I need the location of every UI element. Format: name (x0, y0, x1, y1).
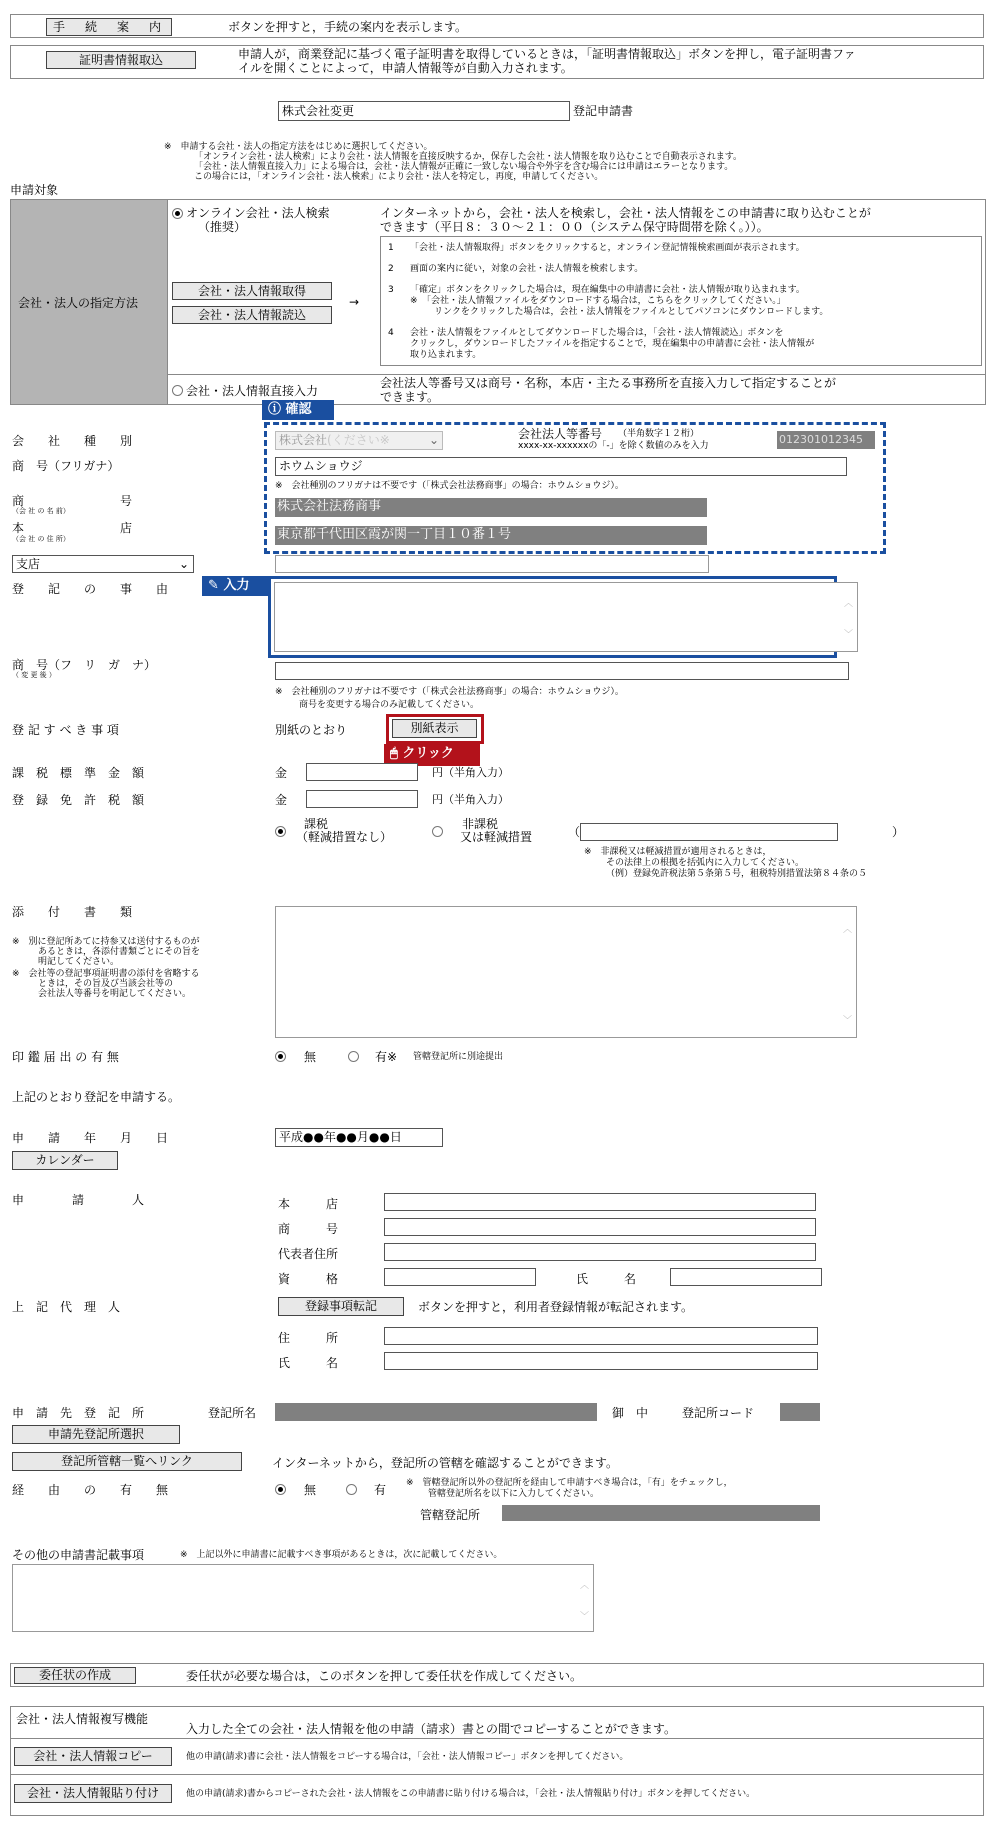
via-note-1: ※ 管轄登記所以外の登記所を経由して申請すべき場合は，「有」をチェックし， (406, 1478, 733, 1488)
new-kana-note-1: ※ 会社種別のフリガナは不要です（「株式会社法務商事」の場合：ホウムショウジ）。 (275, 687, 624, 697)
seal-yes-radio[interactable] (348, 1051, 359, 1062)
chevron-down-icon: ⌄ (428, 433, 439, 447)
other-items-textarea[interactable] (12, 1564, 594, 1632)
agent-address-label: 住 所 (278, 1331, 339, 1345)
attachments-note-2: あるときは，各添付書類ごとにその旨を (38, 947, 201, 957)
head-office-sublabel: （会 社 の 住 所） (12, 535, 70, 543)
cert-import-button[interactable]: 証明書情報取込 (46, 51, 196, 69)
cert-description-line1: 申請人が，商業登記に基づく電子証明書を取得しているときは，「証明書情報取込」ボタンを押し，電子証明書ファ (238, 47, 856, 61)
scroll-up-icon[interactable]: ︿ (844, 599, 854, 609)
copy-feature-title: 会社・法人情報複写機能 (16, 1712, 149, 1726)
office-code-label: 登記所コード (682, 1406, 755, 1420)
guide-description: ボタンを押すと，手続の案内を表示します。 (228, 20, 468, 34)
company-kind-select[interactable] (275, 431, 443, 450)
applicant-trade-name-field[interactable] (384, 1218, 816, 1236)
applicant-label: 申 請 人 (12, 1193, 145, 1207)
registration-tax-field[interactable] (306, 790, 418, 808)
calendar-button[interactable]: カレンダー (12, 1151, 118, 1170)
scroll-down-icon[interactable]: ﹀ (844, 630, 854, 640)
seal-no-label: 無 (304, 1050, 317, 1064)
office-link-description: インターネットから，登記所の管轄を確認することができます。 (272, 1456, 618, 1470)
application-statement: 上記のとおり登記を申請する。 (12, 1090, 181, 1104)
divider (11, 1774, 983, 1775)
select-office-button[interactable]: 申請先登記所選択 (12, 1425, 180, 1444)
proxy-description: 委任状が必要な場合は，このボタンを押して委任状を作成してください。 (186, 1669, 583, 1683)
applicant-rep-address-field[interactable] (384, 1243, 816, 1261)
target-label: 申請対象 (10, 183, 59, 197)
registration-reason-textarea[interactable] (274, 582, 858, 652)
transfer-registration-button[interactable]: 登録事項転記 (278, 1297, 404, 1316)
trade-name-row-label: 商 号 (278, 1222, 339, 1236)
new-kana-field[interactable] (275, 662, 849, 680)
applicant-head-office-field[interactable] (384, 1193, 816, 1211)
divider (168, 374, 985, 375)
tax-base-yen-prefix: 金 (275, 766, 288, 780)
direct-input-radio[interactable] (172, 385, 183, 396)
input-badge (202, 576, 270, 596)
corp-number-hint-format: xxxx-xx-xxxxxxの「-」を除く数値のみを入力 (518, 441, 709, 451)
application-date-field[interactable]: 平成●●年●●月●●日 (275, 1128, 443, 1147)
rep-address-row-label: 代表者住所 (278, 1247, 339, 1261)
nontaxable-label-1: 非課税 (462, 817, 499, 831)
header-note-3: 「会社・法人情報直接入力」による場合は，会社・法人情報が正確に一致しない場合や外字を含む場合には申請はエラーとなります。 (194, 162, 734, 172)
copy-feature-description: 入力した全ての会社・法人情報を他の申請（請求）書との間でコピーすることができます。 (186, 1722, 676, 1736)
agent-address-field[interactable] (384, 1327, 818, 1345)
direct-input-label: 会社・法人情報直接入力 (186, 384, 319, 398)
input-badge-label: 入力 (223, 578, 250, 593)
guide-button[interactable]: 手 続 案 内 (46, 18, 172, 36)
scrollbar[interactable] (578, 1566, 592, 1630)
trade-name-kana-label: 商 号（フリガナ） (12, 459, 120, 473)
head-office-field: 東京都千代田区霞が関一丁目１０番１号 (275, 526, 707, 545)
company-kind-value: 株式会社 (279, 433, 328, 447)
full-name-row-label: 氏 名 (576, 1272, 637, 1286)
via-label: 経 由 の 有 無 (12, 1483, 169, 1497)
agent-name-field[interactable] (384, 1352, 818, 1370)
step-1-text: 「会社・法人情報取得」ボタンをクリックすると，オンライン登記情報検索画面が表示されます。 (410, 243, 805, 253)
attachments-note-6: 会社法人等番号を明記してください。 (38, 989, 192, 999)
header-note-4: この場合には，「オンライン会社・法人検索」により会社・法人を特定し，再度，申請してください。 (194, 172, 604, 182)
destination-office-label: 申 請 先 登 記 所 (12, 1406, 145, 1420)
taxable-label-2: （軽減措置なし） (296, 830, 393, 844)
registration-tax-label: 登 録 免 許 税 額 (12, 793, 145, 807)
other-items-label: その他の申請書記載事項 (12, 1548, 145, 1562)
company-kind-label: 会 社 種 別 (12, 434, 133, 448)
step-2-text: 画面の案内に従い，対象の会社・法人情報を検索します。 (410, 264, 644, 274)
info-icon: ⓘ (268, 402, 282, 417)
onchu-label: 御 中 (612, 1406, 649, 1420)
registration-items-value: 別紙のとおり (275, 723, 348, 737)
online-description-line1: インターネットから，会社・法人を検索し，会社・法人情報をこの申請書に取り込むことが (380, 206, 871, 220)
step-4-text-a: 会社・法人情報をファイルとしてダウンロードした場合は，「会社・法人情報読込」ボタンを (410, 328, 784, 338)
head-office-row-label: 本 店 (278, 1197, 339, 1211)
via-yes-label: 有 (374, 1483, 387, 1497)
company-info-paste-button[interactable]: 会社・法人情報貼り付け (14, 1784, 172, 1803)
jurisdiction-office-label: 管轄登記所 (420, 1508, 481, 1522)
branch-select[interactable] (12, 555, 194, 573)
agent-name-label: 氏 名 (278, 1356, 339, 1370)
scroll-up-icon[interactable]: ︿ (843, 925, 853, 935)
confirm-badge-label: 確認 (285, 402, 312, 417)
step-3-number: 3 (388, 285, 394, 295)
online-search-radio[interactable] (172, 208, 183, 219)
seal-filing-label: 印 鑑 届 出 の 有 無 (12, 1050, 119, 1064)
corp-number-field[interactable]: 012301012345 (777, 431, 875, 449)
tax-note-2: その法律上の根拠を括弧内に入力してください。 (606, 858, 805, 868)
registration-tax-yen-suffix: 円（半角入力） (432, 793, 509, 806)
jurisdiction-office-field (502, 1505, 820, 1521)
attachments-note-4: ※ 会社等の登記事項証明書の添付を省略する (12, 969, 200, 979)
application-date-label: 申 請 年 月 日 (12, 1131, 169, 1145)
header-note-1: ※ 申請する会社・法人の指定方法をはじめに選択してください。 (164, 142, 433, 152)
office-name-field (275, 1403, 597, 1421)
chevron-down-icon: ⌄ (178, 557, 189, 571)
transfer-description: ボタンを押すと，利用者登録情報が転記されます。 (418, 1300, 694, 1314)
via-yes-radio[interactable] (346, 1484, 357, 1495)
online-description-line2: できます（平日８：３０～２１：００（システム保守時間帯を除く。））。 (380, 220, 769, 234)
application-type-field[interactable]: 株式会社変更 (278, 101, 570, 121)
confirm-badge (262, 400, 334, 420)
paste-button-description: 他の申請(請求)書からコピーされた会社・法人情報をこの申請書に貼り付ける場合は，「会社・法人情報貼り付け」ボタンを押してください。 (186, 1789, 756, 1799)
seal-no-radio[interactable] (275, 1051, 286, 1062)
corp-number-hint: （半角数字１２桁） (618, 429, 700, 439)
divider (11, 1738, 983, 1739)
scroll-down-icon[interactable]: ﹀ (843, 1016, 853, 1026)
step-1-number: 1 (388, 243, 394, 253)
paren-close: ） (892, 825, 905, 839)
registration-items-label: 登 記 す べ き 事 項 (12, 723, 119, 737)
seal-yes-label: 有※ (375, 1050, 398, 1064)
applicant-name-field[interactable] (670, 1268, 822, 1286)
mouse-click-icon: 🖱 (390, 746, 398, 761)
tax-base-field[interactable] (306, 763, 418, 781)
click-badge-label: クリック (402, 746, 454, 761)
office-jurisdiction-link-button[interactable]: 登記所管轄一覧へリンク (12, 1452, 242, 1471)
step-3-text-a: 「確定」ボタンをクリックした場合は，現在編集中の申請書に会社・法人情報が取り込まれます。 (410, 285, 805, 295)
step-4-number: 4 (388, 328, 394, 338)
step-2-number: 2 (388, 264, 394, 274)
trade-name-sublabel: （会 社 の 名 前） (12, 507, 70, 515)
corp-number-label: 会社法人等番号 (518, 427, 603, 441)
attachments-note-5: ときは，その旨及び当該会社等の (38, 979, 174, 989)
new-kana-note-2: 商号を変更する場合のみ記載してください。 (299, 700, 480, 710)
direct-description-line2: できます。 (380, 390, 440, 404)
attachments-note-1: ※ 別に登記所あてに持参又は送付するものが (12, 937, 200, 947)
arrow-icon: → (349, 295, 360, 309)
tax-note-3: （例）登録免許税法第５条第５号，租税特別措置法第８４条の５ (606, 869, 868, 879)
taxable-label-1: 課税 (304, 817, 329, 831)
header-note-2: 「オンライン会社・法人検索」により会社・法人情報を直接反映するか，保存した会社・法人情報を取り込むことで自動表示されます。 (194, 152, 743, 162)
tax-note-1: ※ 非課税又は軽減措置が適用されるときは， (584, 847, 772, 857)
via-note-2: 管轄登記所名を以下に入力してください。 (428, 1489, 600, 1499)
via-no-radio[interactable] (275, 1484, 286, 1495)
trade-name-field: 株式会社法務商事 (275, 498, 707, 517)
office-code-field (780, 1403, 820, 1421)
new-kana-sublabel: （ 変 更 後 ） (12, 671, 56, 679)
branch-select-value: 支店 (16, 557, 41, 571)
create-proxy-button[interactable]: 委任状の作成 (14, 1667, 136, 1684)
attachment-sheet-button[interactable]: 別紙表示 (392, 719, 477, 738)
direct-description-line1: 会社法人等番号又は商号・名称，本店・主たる事務所を直接入力して指定することが (380, 376, 837, 390)
agent-label: 上 記 代 理 人 (12, 1300, 121, 1314)
nontaxable-radio[interactable] (432, 826, 443, 837)
other-items-note: ※ 上記以外に申請書に記載すべき事項があるときは，次に記載してください。 (180, 1550, 503, 1560)
new-kana-label: 商 号（フ リ ガ ナ） (12, 658, 157, 672)
registration-tax-yen-prefix: 金 (275, 793, 288, 807)
branch-field[interactable] (275, 555, 709, 573)
online-search-label: オンライン会社・法人検索 (186, 206, 330, 220)
pencil-icon: ✎ (208, 578, 219, 593)
step-3-text-b: ※ 「会社・法人情報ファイルをダウンロードする場合は，こちらをクリックしてください。」 (410, 296, 786, 306)
online-search-recommended: （推奨） (198, 220, 247, 234)
attachments-label: 添 付 書 類 (12, 905, 133, 919)
nontaxable-label-2: 又は軽減措置 (460, 830, 533, 844)
head-office-label: 本 店 (12, 521, 133, 535)
company-info-get-button[interactable]: 会社・法人情報取得 (172, 282, 332, 300)
office-name-label: 登記所名 (208, 1406, 257, 1420)
trade-name-kana-note: ※ 会社種別のフリガナは不要です（「株式会社法務商事」の場合：ホウムショウジ）。 (275, 481, 624, 491)
scroll-down-icon[interactable]: ﹀ (580, 1612, 590, 1622)
via-no-label: 無 (304, 1483, 317, 1497)
trade-name-kana-field[interactable]: ホウムショウジ (275, 457, 847, 476)
attachments-textarea[interactable] (275, 906, 857, 1038)
applicant-qualification-field[interactable] (384, 1268, 536, 1286)
application-title-suffix: 登記申請書 (573, 104, 634, 118)
paren-open: （ (568, 825, 581, 839)
scrollbar[interactable] (842, 584, 856, 650)
tax-base-yen-suffix: 円（半角入力） (432, 766, 509, 779)
trade-name-label: 商 号 (12, 494, 133, 508)
method-label: 会社・法人の指定方法 (18, 296, 139, 310)
registration-reason-label: 登 記 の 事 由 (12, 582, 169, 596)
step-4-text-c: 取り込まれます。 (410, 350, 482, 360)
company-info-load-button[interactable]: 会社・法人情報読込 (172, 306, 332, 324)
copy-button-description: 他の申請(請求)書に会社・法人情報をコピーする場合は，「会社・法人情報コピー」ボタンを押してください。 (186, 1752, 629, 1762)
tax-base-label: 課 税 標 準 金 額 (12, 766, 145, 780)
company-info-copy-button[interactable]: 会社・法人情報コピー (14, 1747, 172, 1766)
qualification-row-label: 資 格 (278, 1272, 339, 1286)
tax-basis-field[interactable] (580, 823, 838, 841)
seal-note: 管轄登記所に別途提出 (413, 1052, 504, 1062)
step-3-text-c: リンクをクリックした場合は，会社・法人情報をファイルとしてパソコンにダウンロードします。 (434, 307, 829, 317)
scroll-up-icon[interactable]: ︿ (580, 1581, 590, 1591)
scrollbar[interactable] (841, 908, 855, 1036)
company-kind-placeholder: (ください※ (327, 433, 390, 447)
cert-description-line2: イルを開くことによって，申請人情報等が自動入力されます。 (238, 61, 573, 75)
attachments-note-3: 明記してください。 (38, 957, 120, 967)
taxable-radio[interactable] (275, 826, 286, 837)
step-4-text-b: クリックし，ダウンロードしたファイルを指定することで，現在編集中の申請書に会社・法人情報が (410, 339, 815, 349)
